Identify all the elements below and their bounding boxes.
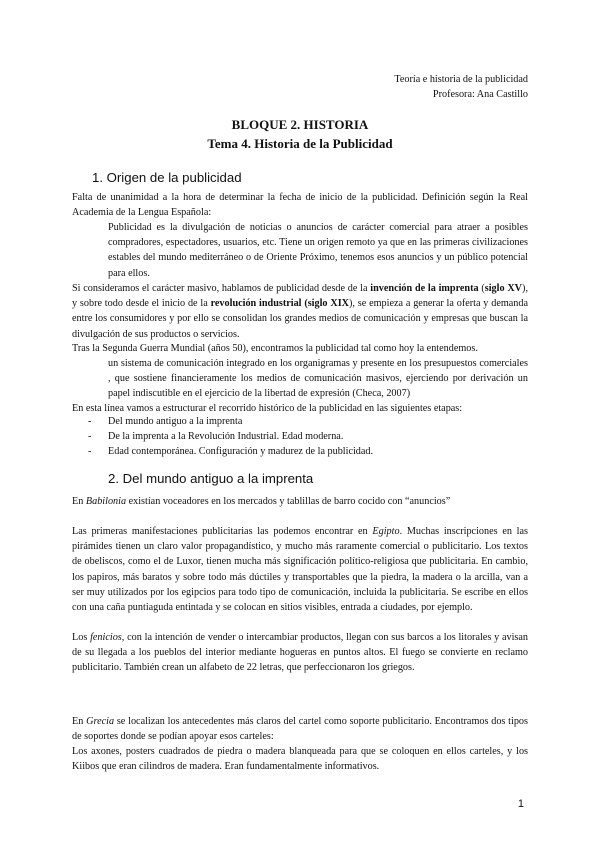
page-header — [394, 72, 528, 102]
professor-name: Profesora: Ana Castillo — [432, 89, 528, 100]
block-title: BLOQUE 2. HISTORIA — [231, 117, 369, 132]
section-1-quote-2: un sistema de comunicación integrado en los organigramas y presente en los presupuestos comerciales , que sostiene financieramente los medios de comunicación masivos, ejerciendo por derivación un papel indiscutible en el ejercicio de la libertad de expresión (Checa, 2007) — [108, 358, 528, 400]
section-1-paragraph-1: Falta de unanimidad a la hora de determinar la fecha de inicio de la publicidad. Definición según la Real Academia de la Lengua Española: — [72, 192, 528, 219]
emphasis-imprenta: invención de la imprenta — [370, 283, 479, 294]
section-2-heading: 2. Del mundo antiguo a la imprenta — [108, 471, 314, 486]
section-2-paragraph-fenicios: Los fenicios, con la intención de vender o intercambiar productos, llegan con sus barcos a los litorales y avisan de su llegada a los pueblos del interior mediante hogueras en puntos altos. El fuego se convierte en reclamo publicitario. También crean un alfabeto de 22 letras, que perfeccionaron los griegos. — [72, 632, 528, 674]
topic-title: Tema 4. Historia de la Publicidad — [207, 136, 393, 151]
emphasis-revolucion: revolución industrial (siglo XIX — [210, 298, 350, 310]
emphasis-siglo-xv: siglo XV — [484, 283, 523, 294]
list-item: - Del mundo antiguo a la imprenta — [88, 416, 243, 427]
section-2-paragraph-grecia: En Grecia se localizan los antecedentes más claros del cartel como soporte publicitario. Encontramos dos tipos de soportes donde se podían apoyar esos carteles: — [72, 716, 528, 743]
section-2-paragraph-soportes: Los axones, posters cuadrados de piedra o madera blanqueada para que se coloquen en ellos carteles, y los Kiibos que eran cilindros de madera. Eran fundamentalmente informativos. — [72, 746, 528, 773]
course-name: Teoría e historia de la publicidad — [394, 74, 528, 85]
section-1-paragraph-4: En esta línea vamos a estructurar el recorrido histórico de la publicidad en las siguientes etapas: — [72, 403, 463, 414]
section-1-paragraph-2: Si consideramos el carácter masivo, hablamos de publicidad desde de la invención de la imprenta (siglo XV), y sobre todo desde el inicio de la revolución industrial (siglo XIX), se empieza a generar la oferta y demanda entre los consumidores y por ello se consolidan los grandes medios de comunicación y empresas que buscan la divulgación de sus productos o servicios. — [72, 283, 528, 340]
section-2-paragraph-egipto: Las primeras manifestaciones publicitarias las podemos encontrar en Egipto. Muchas inscripciones en las pirámides tienen un claro valor propagandístico, y mucho más raramente comercial o publicitario. Los textos de obeliscos, como el de Luxor, tienen mucha más significación político-religiosa que publicitaria. En cambio, los papiros, más baratos y sobre todo más dúctiles y transportables que la piedra, la madera o la arcilla, van a ser muy utilizados por los egipcios para todo tipo de comunicación, incluida la publicitaria. Se escribe en ellos con una caña puntiaguda entintada y se colocan en sitios visibles, entrada a ciudades, por ejemplo. — [72, 526, 528, 614]
section-2-paragraph-babilonia: En Babilonia existían voceadores en los mercados y tablillas de barro cocido con “anuncios” — [72, 496, 451, 507]
section-1-quote-1: Publicidad es la divulgación de noticias o anuncios de carácter comercial para atraer a posibles compradores, espectadores, usuarios, etc. Tiene un origen remoto ya que en las primeras civilizaciones estables del mundo mediterráneo o de Oriente Próximo, tenemos esos anuncios y un público potencial para ellos. — [108, 222, 528, 279]
section-1-heading: 1. Origen de la publicidad — [92, 170, 242, 185]
list-item: - De la imprenta a la Revolución Industrial. Edad moderna. — [88, 431, 344, 442]
page-number: 1 — [517, 798, 524, 810]
section-1-paragraph-3: Tras la Segunda Guerra Mundial (años 50), encontramos la publicidad tal como hoy la entendemos. — [72, 343, 478, 354]
list-item: - Edad contemporánea. Configuración y madurez de la publicidad. — [88, 446, 374, 457]
